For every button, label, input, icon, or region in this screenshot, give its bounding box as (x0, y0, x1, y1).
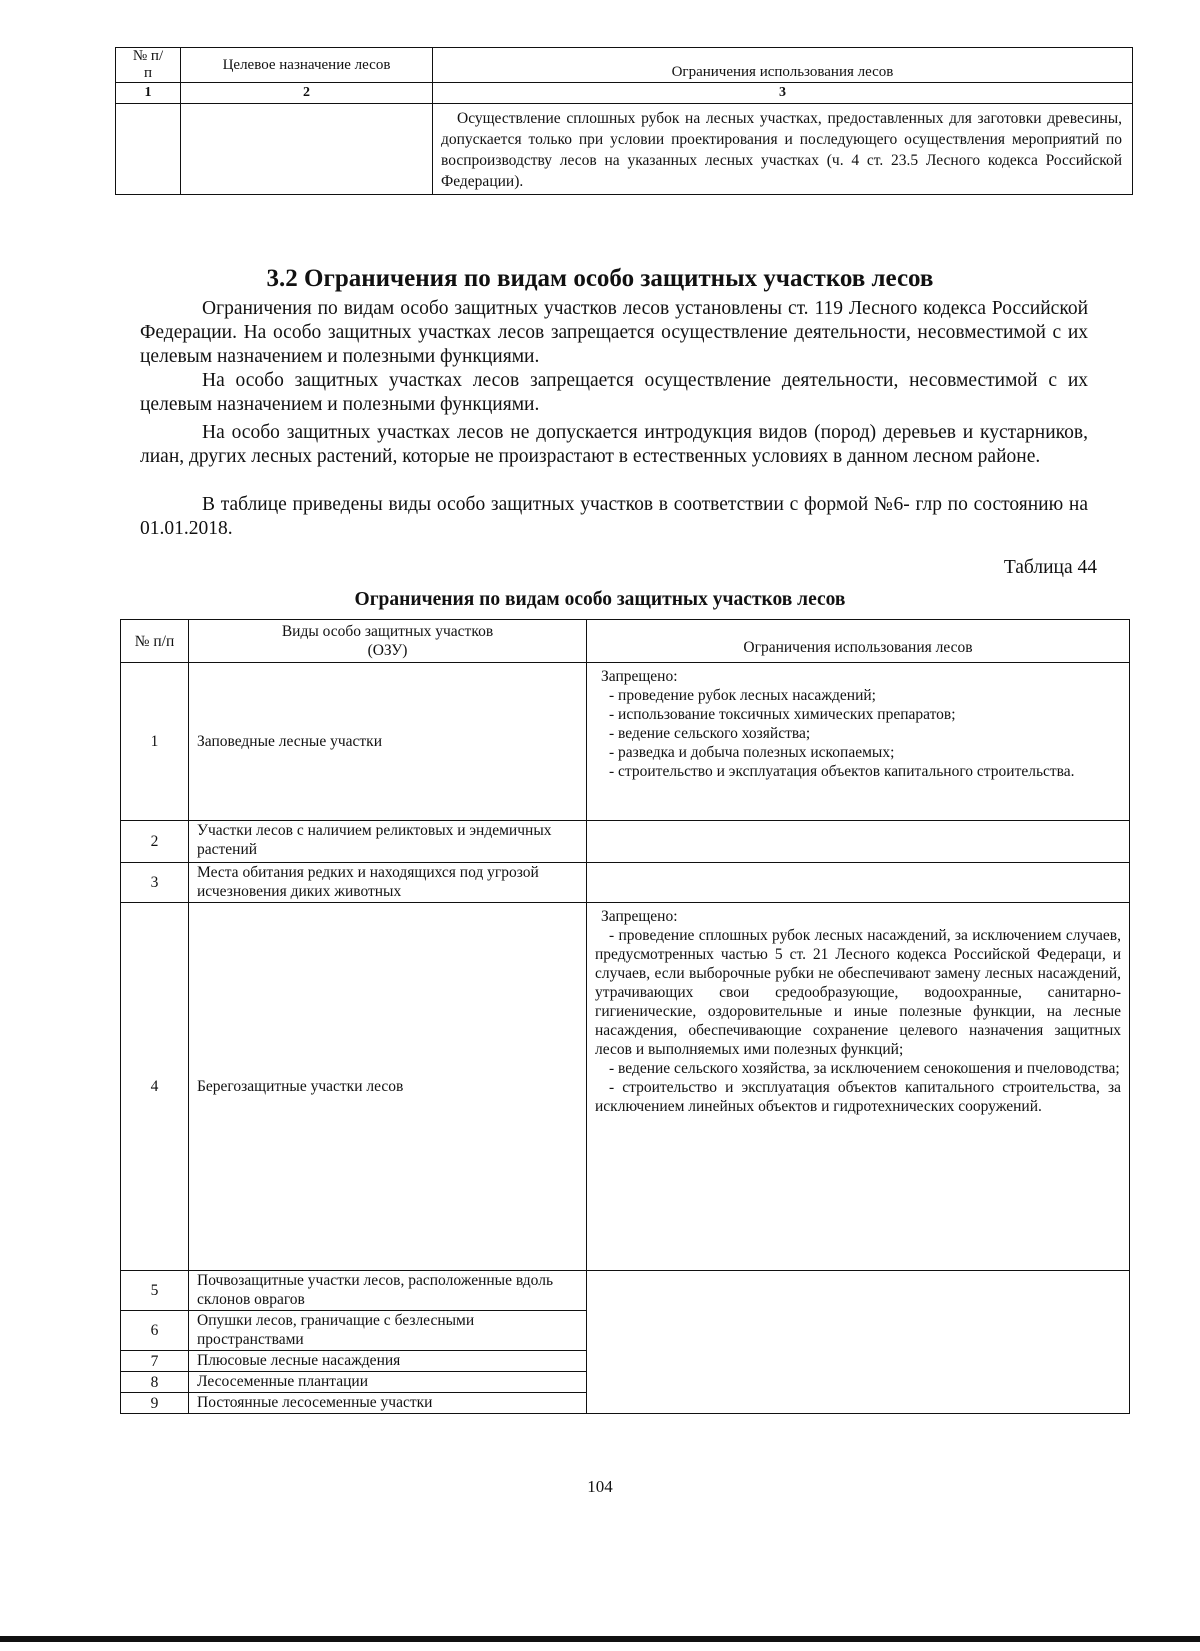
top-table-header-restrictions: Ограничения использования лесов (433, 48, 1133, 83)
row-restrictions-4 (587, 903, 1130, 1271)
row-kind: Постоянные лесосеменные участки (189, 1393, 587, 1414)
row-restrictions-empty (587, 821, 1130, 863)
restriction-line: Запрещено: (601, 908, 678, 925)
page-number: 104 (587, 1477, 613, 1496)
paragraph: На особо защитных участках лесов запрещается осуществление деятельности, несовместимой с их целевым назначением и полезными функциями. (140, 370, 1088, 415)
paragraph: Ограничения по видам особо защитных участков лесов установлены ст. 119 Лесного кодекса Российской Федерации. На особо защитных участках лесов запрещается осуществление деятельности, несовместимой с их целевым назначением и полезными функциями. (140, 298, 1088, 367)
paragraph: На особо защитных участках лесов не допускается интродукция видов (пород) деревьев и кустарников, лиан, других лесных растений, которые не произрастают в естественных условиях в данном лесном районе. (140, 422, 1088, 467)
top-table-col-index: 2 (181, 83, 433, 104)
restriction-line: - разведка и добыча полезных ископаемых; (609, 744, 895, 761)
top-table-col-index: 1 (116, 83, 181, 104)
bottom-rule (0, 1636, 1200, 1642)
ozu-table (120, 619, 1130, 1414)
top-table-cell-empty (116, 104, 181, 195)
ozu-header-num: № п/п (121, 620, 189, 663)
row-num: 3 (121, 863, 189, 903)
row-num: 6 (121, 1311, 189, 1351)
row-kind: Почвозащитные участки лесов, расположенные вдоль склонов оврагов (189, 1271, 587, 1311)
top-table (115, 47, 1133, 195)
top-table-cell-empty (181, 104, 433, 195)
row-kind: Плюсовые лесные насаждения (189, 1351, 587, 1372)
table-number: Таблица 44 (1003, 557, 1097, 578)
top-table-col-index: 3 (433, 83, 1133, 104)
row-kind: Лесосеменные плантации (189, 1372, 587, 1393)
section-title: 3.2 Ограничения по видам особо защитных участков лесов (266, 265, 934, 292)
row-num: 1 (121, 663, 189, 821)
row-num: 4 (121, 903, 189, 1271)
restriction-line: - проведение сплошных рубок лесных насаждений, за исключением случаев, предусмотренных частью 5 ст. 21 Лесного кодекса Российской Федераци, и случаев, если выборочные рубки не обеспечивают замену лесных насаждений, утрачивающих свои средообразующие, водоохранные, санитарно-гигиенические, оздоровительные и иные полезные функции, на лесные насаждения, обеспечивающие сохранение целевого назначения защитных лесов и выполняемых ими полезных функций; (595, 927, 1121, 1058)
row-kind: Берегозащитные участки лесов (189, 903, 587, 1271)
row-restrictions-1 (587, 663, 1130, 821)
row-num: 8 (121, 1372, 189, 1393)
restriction-line: - ведение сельского хозяйства; (609, 725, 811, 742)
row-num: 7 (121, 1351, 189, 1372)
row-kind: Места обитания редких и находящихся под угрозой исчезновения диких животных (189, 863, 587, 903)
row-num: 2 (121, 821, 189, 863)
restriction-line: - ведение сельского хозяйства, за исключением сенокошения и пчеловодства; (609, 1060, 1120, 1077)
restriction-line: - строительство и эксплуатация объектов капитального строительства, за исключением линейных объектов и гидротехнических сооружений. (595, 1079, 1121, 1115)
row-num: 9 (121, 1393, 189, 1414)
row-restrictions-empty (587, 863, 1130, 903)
ozu-header-restrictions: Ограничения использования лесов (587, 620, 1130, 663)
restriction-line: - строительство и эксплуатация объектов капитального строительства. (609, 763, 1075, 780)
row-kind: Участки лесов с наличием реликтовых и эндемичных растений (189, 821, 587, 863)
top-table-restriction-text: Осуществление сплошных рубок на лесных участках, предоставленных для заготовки древесины, допускается только при условии проектирования и последующего осуществления мероприятий по воспроизводству лесов на указанных лесных участках (ч. 4 ст. 23.5 Лесного кодекса Российской Федерации). (433, 104, 1133, 195)
table-title: Ограничения по видам особо защитных участков лесов (354, 589, 846, 610)
restriction-line: Запрещено: (601, 668, 678, 685)
rows-5-9-restrictions-empty (587, 1271, 1130, 1414)
top-table-header-num: № п/п (116, 48, 181, 83)
ozu-header-kind: Виды особо защитных участков (ОЗУ) (189, 620, 587, 663)
row-kind: Заповедные лесные участки (189, 663, 587, 821)
restriction-line: - проведение рубок лесных насаждений; (609, 687, 876, 704)
paragraph: В таблице приведены виды особо защитных участков в соответствии с формой №6- глр по состоянию на 01.01.2018. (140, 494, 1088, 539)
restriction-line: - использование токсичных химических препаратов; (609, 706, 956, 723)
top-table-header-purpose: Целевое назначение лесов (181, 48, 433, 83)
row-kind: Опушки лесов, граничащие с безлесными пространствами (189, 1311, 587, 1351)
row-num: 5 (121, 1271, 189, 1311)
